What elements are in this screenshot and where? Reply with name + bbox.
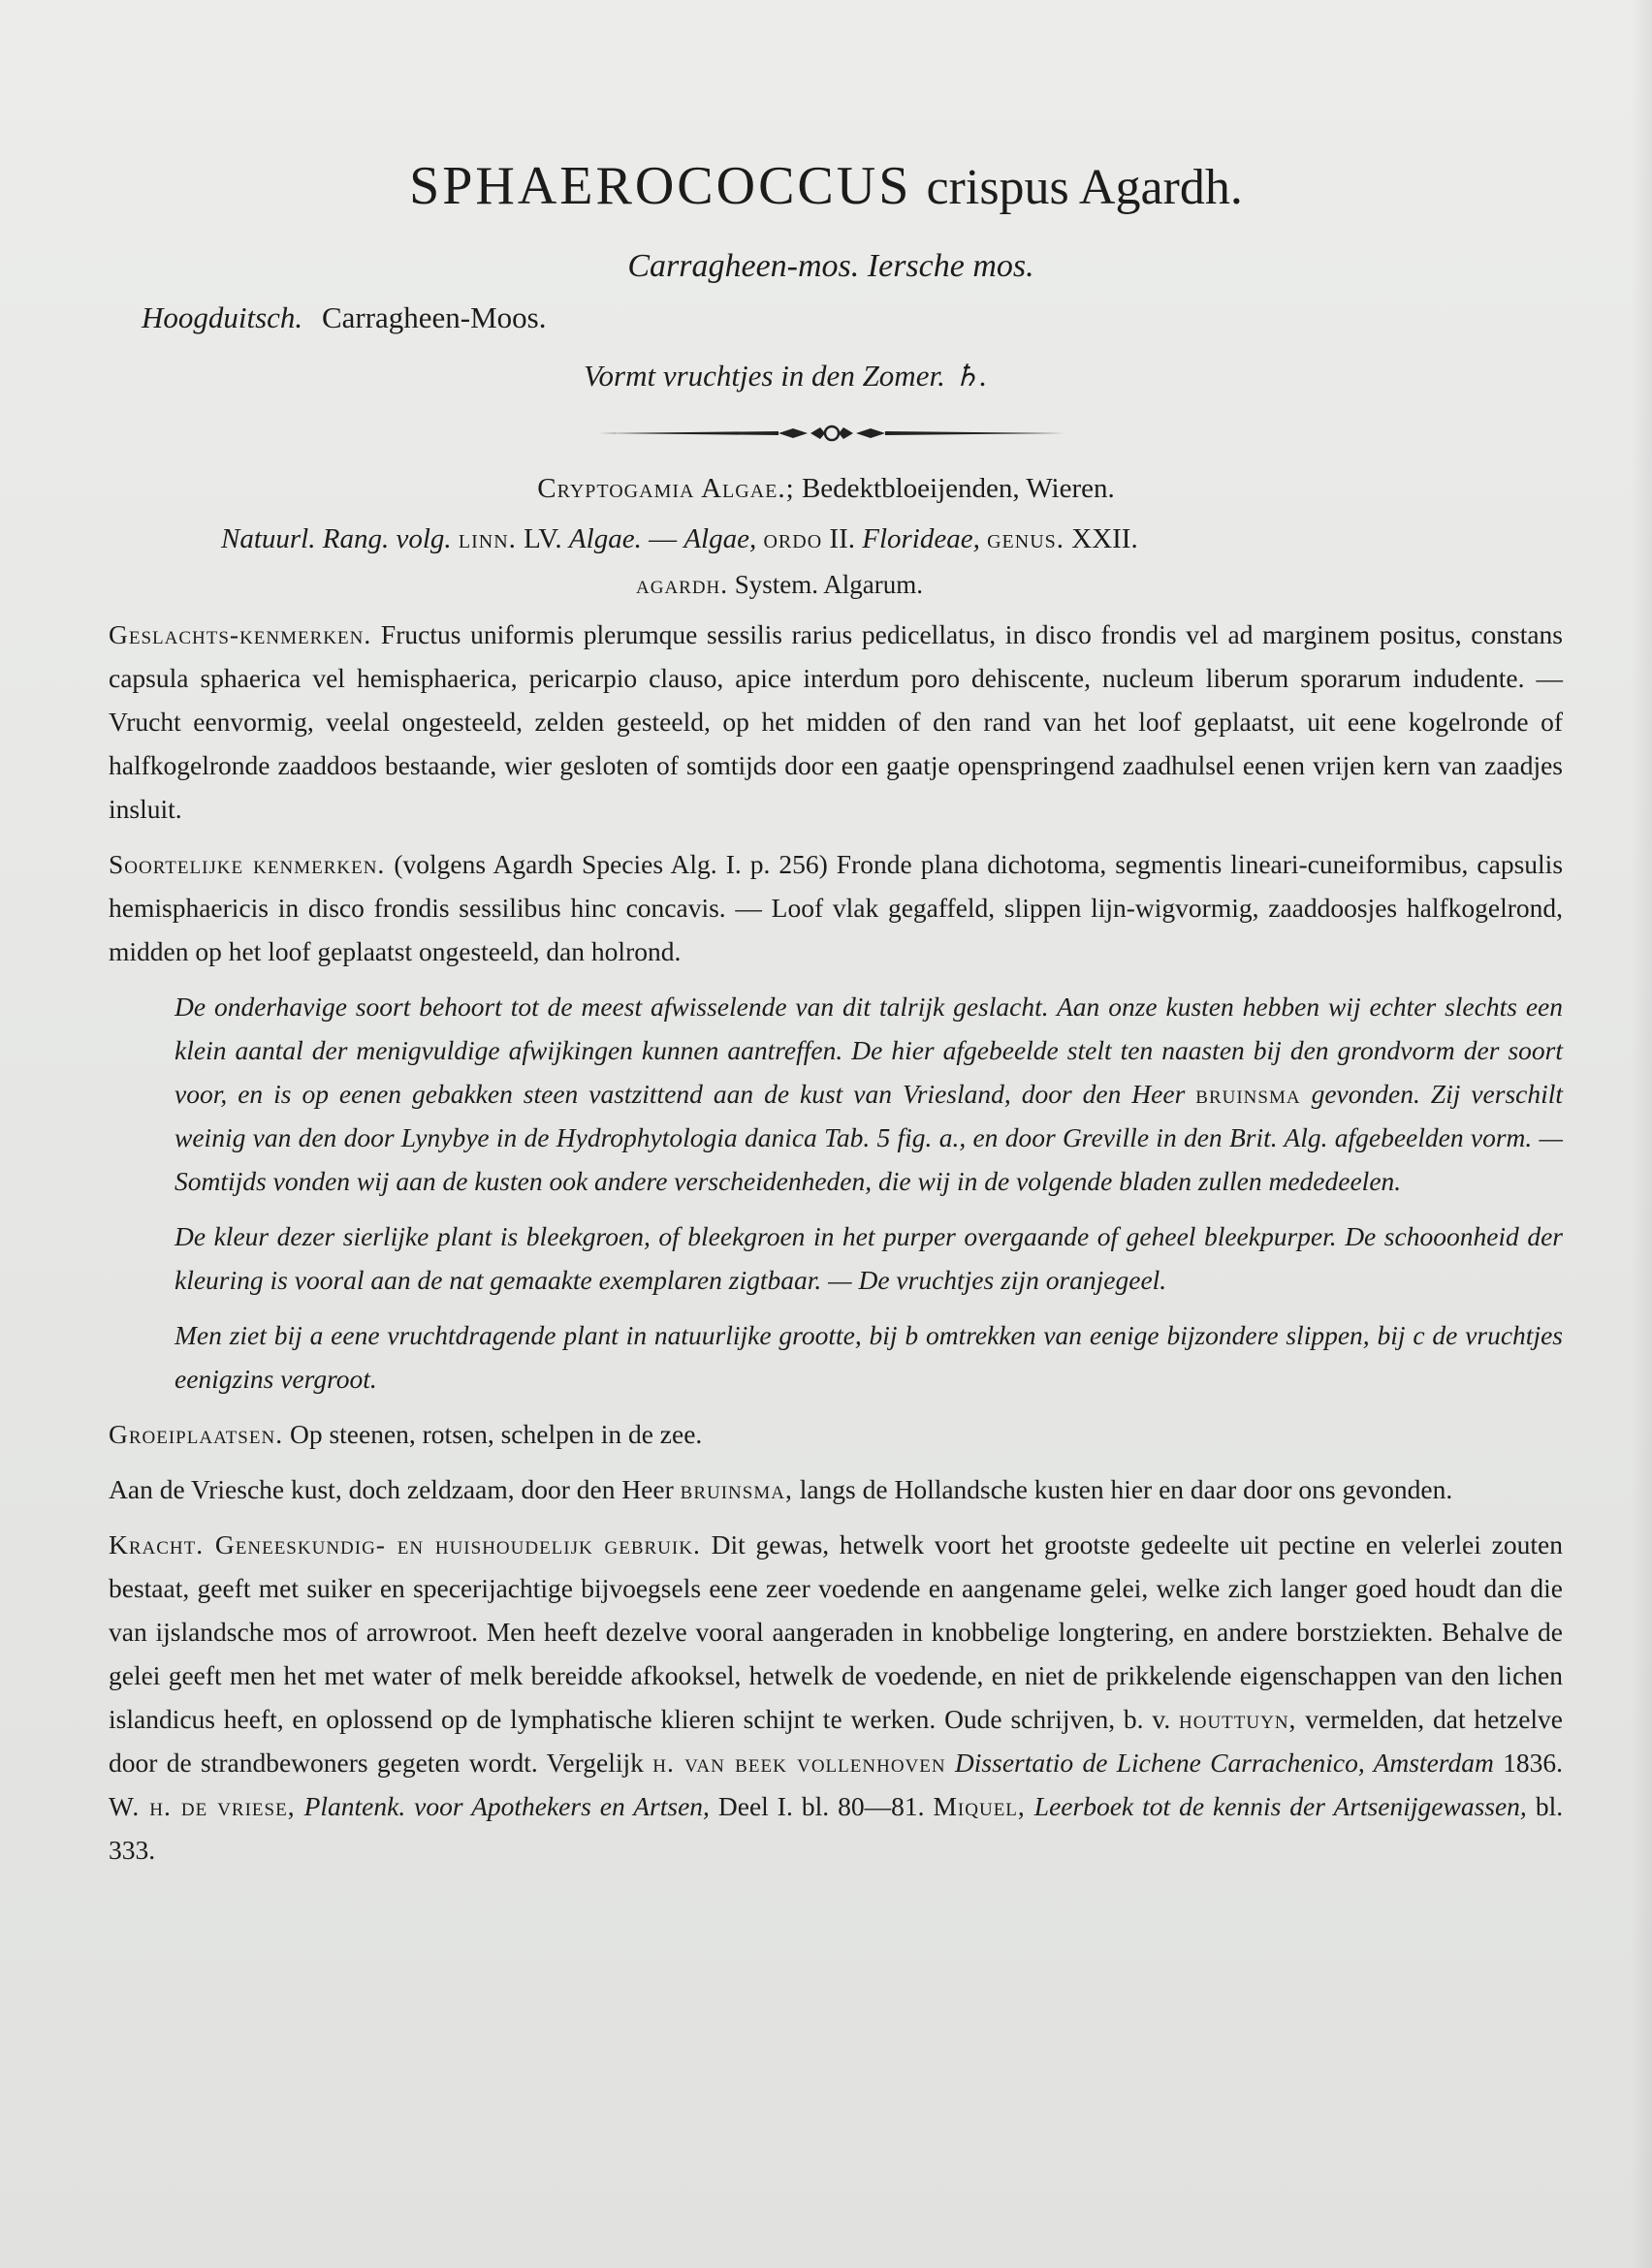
remark-colour-text: De kleur dezer sierlijke plant is bleekgroen, of bleekgroen in het purper overgaande of geheel bleekpurper. De schooonheid der kleuring is vooral aan de nat gemaakte exemplaren zigtbaar. — De vruchtjes zijn oranjegeel.	[175, 1221, 1563, 1295]
habitat	[109, 1412, 1563, 1456]
rank-lv: LV.	[524, 523, 562, 554]
remark-variability	[109, 985, 1563, 1203]
medicinal-use-miquel: Miquel,	[933, 1791, 1026, 1821]
rank-ordo: ordo	[763, 523, 823, 554]
classification-dutch: Bedektbloeijenden, Wieren.	[801, 473, 1115, 504]
rank-ordo-num: II.	[829, 523, 855, 554]
habitat-locations-bruinsma: bruinsma,	[680, 1474, 793, 1504]
medicinal-use-vollenhoven: h. van beek vollenhoven	[652, 1748, 946, 1778]
remark-figures-text: Men ziet bij a eene vruchtdragende plant in natuurlijke grootte, bij b omtrekken van eenige bijzondere slippen, bij c de vruchtjes eenigzins vergroot.	[175, 1320, 1563, 1394]
remark-variability-text-a: De onderhavige soort behoort tot de meest afwisselende van dit talrijk geslacht. Aan onze kusten hebben wij echter slechts een klein aantal der menigvuldige afwijkingen kunnen aantreffen. De hier afgebeelde stelt ten naasten bij den grondvorm der soort voor, en is op eenen gebakken steen vastzittend aan de kust van Vriesland, door den Heer	[175, 992, 1563, 1109]
rank-florideae: Florideae,	[862, 523, 980, 554]
rank-algae-1: Algae.	[568, 523, 642, 554]
classification-group: Cryptogamia Algae.;	[537, 473, 795, 504]
medicinal-use-bl: bl. 333.	[109, 1791, 1564, 1865]
medicinal-use-houttuyn: houttuyn,	[1179, 1704, 1297, 1734]
classification-line	[0, 473, 1652, 505]
medicinal-use-label: Kracht. Geneeskundig- en huishoudelijk gebruik.	[109, 1529, 701, 1559]
rank-genus-num: XXII.	[1071, 523, 1138, 554]
page-edge-shadow	[1631, 0, 1652, 2268]
system-reference	[636, 570, 923, 600]
species-characteristics	[109, 842, 1563, 973]
medicinal-use-deel: Deel I. bl. 80—81.	[717, 1791, 925, 1821]
habitat-label: Groeiplaatsen.	[109, 1419, 284, 1449]
medicinal-use-year: 1836.	[1503, 1748, 1564, 1778]
habitat-locations	[109, 1467, 1563, 1511]
species-characteristics-text: (volgens Agardh Species Alg. I. p. 256) Fronde plana dichotoma, segmentis lineari-cuneiformibus, capsulis hemisphaericis in disco frondis sessilibus hinc concavis. — Loof vlak gegaffeld, slippen lijn-wigvormig, zaaddoosjes halfkogelrond, midden op het loof geplaatst ongesteeld, dan holrond.	[109, 849, 1564, 966]
species-characteristics-label: Soortelijke kenmerken.	[109, 849, 386, 879]
habitat-locations-text-b: langs de Hollandsche kusten hier en daar door ons gevonden.	[799, 1474, 1453, 1504]
rank-genus: genus.	[987, 523, 1065, 554]
remark-variability-text-b: gevonden. Zij verschilt weinig van den door Lynybye in de Hydrophytologia danica Tab. 5 fig. a., en door Greville in den Brit. Alg. afgebeelden vorm. — Somtijds vonden wij aan de kusten ook andere verscheidenheden, die wij in de volgende bladen zullen mededeelen.	[175, 1079, 1564, 1196]
medicinal-use-plantenk: Plantenk. voor Apothekers en Artsen,	[303, 1791, 710, 1821]
rank-algae-2: Algae,	[683, 523, 757, 554]
system-text: System. Algarum.	[734, 570, 924, 599]
title-genus: SPHAEROCOCCUS	[409, 156, 912, 216]
habitat-text: Op steenen, rotsen, schelpen in de zee.	[289, 1419, 703, 1449]
habitat-locations-text-a: Aan de Vriesche kust, doch zeldzaam, door den Heer	[109, 1474, 674, 1504]
genus-characteristics	[109, 613, 1563, 831]
medicinal-use-devriese: W. h. de vriese,	[109, 1791, 296, 1821]
german-name-line	[142, 300, 547, 335]
genus-characteristics-text: Fructus uniformis plerumque sessilis rarius pedicellatus, in disco frondis vel ad marginem positus, constans capsula sphaerica vel hemisphaerica, pericarpio clauso, apice interdum poro dehiscente, nucleum liberum sporarum indudente. — Vrucht eenvormig, veelal ongesteeld, zelden gesteeld, op het midden of den rand van het loof geplaatst, uit eene kogelronde of halfkogelronde zaaddoos bestaande, wier gesloten of somtijds door een gaatje openspringend zaadhulsel eenen vrijen kern van zaadjes insluit.	[109, 619, 1563, 824]
vernacular-names: Carragheen-mos. Iersche mos.	[627, 248, 1034, 284]
medicinal-use-dissertatio: Dissertatio de Lichene Carrachenico, Amsterdam	[954, 1748, 1494, 1778]
fruiting-note: Vormt vruchtjes in den Zomer. ♄.	[584, 359, 988, 393]
german-language-label: Hoogduitsch.	[142, 300, 303, 334]
medicinal-use	[109, 1523, 1563, 1872]
medicinal-use-leerboek: Leerboek tot de kennis der Artsenijgewassen,	[1033, 1791, 1527, 1821]
genus-characteristics-label: Geslachts-kenmerken.	[109, 619, 372, 649]
main-text	[109, 613, 1563, 1883]
remark-figures	[109, 1313, 1563, 1401]
remark-colour	[109, 1214, 1563, 1302]
medicinal-use-text-2: vermelden, dat hetzelve door de strandbewoners gegeten wordt. Vergelijk	[109, 1704, 1563, 1778]
ornament-divider-icon	[599, 419, 1064, 448]
natural-rank-line	[221, 523, 1138, 555]
german-name: Carragheen-Moos.	[321, 300, 547, 334]
rank-dash: —	[649, 523, 678, 554]
medicinal-use-text: Dit gewas, hetwelk voort het grootste gedeelte uit pectine en velerlei zouten bestaat, geeft met suiker en specerijachtige bijvoegsels eene zeer voedende en aangename gelei, welke zich langer goed houdt dan die van ijslandsche mos of arrowroot. Men heeft dezelve vooral aangeraden in knobbelige longtering, en andere borstziekten. Behalve de gelei geeft men het met water of melk bereidde afkooksel, hetwelk de voedende, en niet de prikkelende eigenschappen van den lichen islandicus heeft, en oplossend op de lymphatische klieren schijnt te werken. Oude schrijven, b. v.	[109, 1529, 1563, 1734]
system-agardh: agardh.	[636, 570, 729, 599]
remark-variability-bruinsma: bruinsma	[1195, 1079, 1301, 1109]
rank-natuurl: Natuurl. Rang. volg.	[221, 523, 452, 554]
title-species: crispus Agardh.	[926, 160, 1243, 215]
rank-linn: linn.	[458, 523, 517, 554]
page-title	[0, 155, 1652, 217]
